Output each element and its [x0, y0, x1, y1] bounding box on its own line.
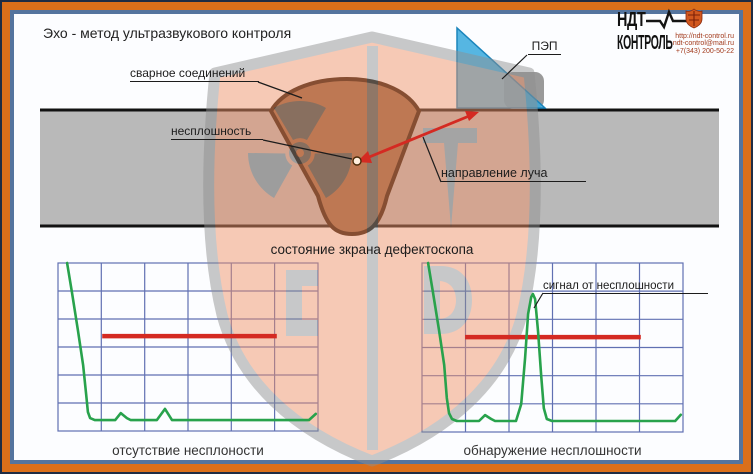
weld-label: сварное соединений [130, 66, 259, 82]
page-title: Эхо - метод ультразвукового контроля [43, 25, 292, 41]
flaw-label: несплошность [171, 124, 263, 140]
logo-name-top: НДТ [617, 9, 646, 31]
beam-direction-label: направление луча [441, 166, 586, 182]
contact-block [656, 33, 734, 55]
emblem-icon [686, 9, 702, 28]
contact-email: ndt-control@mail.ru [672, 40, 734, 48]
probe-label: ПЭП [528, 39, 561, 55]
contact-url: http://ndt-control.ru [675, 33, 734, 40]
flaw-signal-label: сигнал от несплошности [543, 280, 708, 294]
left-screen-caption: отсутствие несплоности [112, 443, 264, 458]
contact-phone: +7(343) 200-50-22 [675, 47, 734, 55]
logo-name-bottom: КОНТРОЛЬ [617, 32, 673, 54]
flaw-dot [353, 157, 361, 165]
right-screen-caption: обнаружение несплошности [463, 443, 642, 458]
screens-caption: состояние зкрана дефектоскопа [270, 242, 474, 257]
